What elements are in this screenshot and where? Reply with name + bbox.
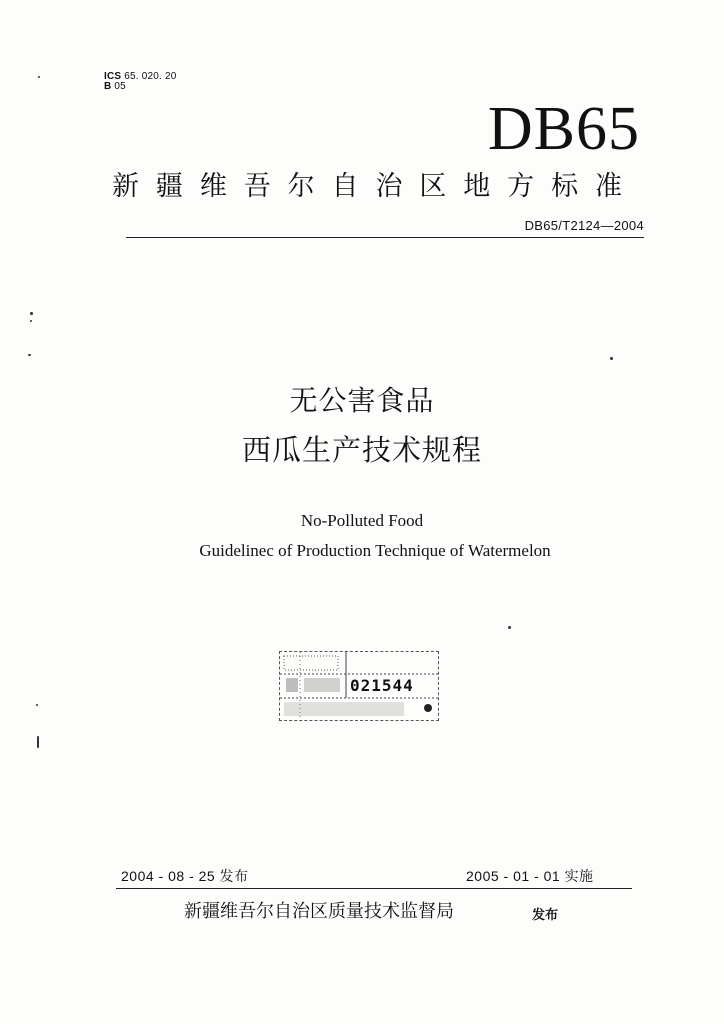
- issue-date: 2004 - 08 - 25 发布: [121, 868, 249, 884]
- standard-type-char: 维: [199, 171, 227, 202]
- scan-speck: [38, 76, 40, 78]
- standard-mark: DB65: [487, 95, 640, 163]
- ics-label: ICS: [104, 71, 122, 82]
- standard-type-char: 自: [331, 171, 359, 202]
- issuing-authority: 新疆维吾尔自治区质量技术监督局: [184, 901, 454, 922]
- standard-type: [112, 172, 622, 202]
- ccs-code: 05: [114, 81, 126, 92]
- scan-speck: [36, 704, 38, 706]
- standard-type-char: 吾: [243, 171, 271, 202]
- title-english-line-1: No-Polluted Food: [300, 511, 424, 530]
- standard-type-char: 区: [419, 171, 447, 202]
- standard-type-char: 疆: [155, 171, 183, 202]
- library-stamp: [279, 651, 439, 721]
- classification-codes: [104, 72, 177, 92]
- scan-speck: [508, 626, 511, 629]
- implementation-date: 2005 - 01 - 01 实施: [466, 868, 594, 884]
- ccs-label: B: [104, 81, 112, 92]
- ccs-line: [104, 82, 177, 92]
- header-divider: [126, 237, 644, 238]
- scan-speck: [610, 357, 613, 360]
- standard-type-char: 尔: [287, 171, 315, 202]
- issuer-action: 发布: [532, 908, 559, 923]
- scan-speck: [28, 354, 31, 356]
- standard-type-char: 方: [507, 171, 535, 202]
- standard-type-char: 地: [463, 171, 491, 202]
- scan-speck: [30, 312, 33, 315]
- title-chinese-line-2: 西瓜生产技术规程: [241, 433, 482, 467]
- standard-number: DB65/T2124—2004: [524, 218, 644, 233]
- standard-type-char: 新: [112, 171, 139, 202]
- ics-code: 65. 020. 20: [124, 71, 177, 82]
- standard-type-char: 准: [594, 171, 622, 202]
- footer-divider: [116, 888, 632, 889]
- title-english-line-2: Guidelinec of Production Technique of Watermelon: [199, 541, 551, 560]
- scan-speck: [30, 320, 32, 322]
- standard-type-char: 标: [551, 171, 579, 202]
- scan-speck: [37, 736, 39, 748]
- standard-type-char: 治: [375, 171, 403, 202]
- stamp-number: 021544: [350, 676, 414, 695]
- title-chinese-line-1: 无公害食品: [289, 384, 435, 417]
